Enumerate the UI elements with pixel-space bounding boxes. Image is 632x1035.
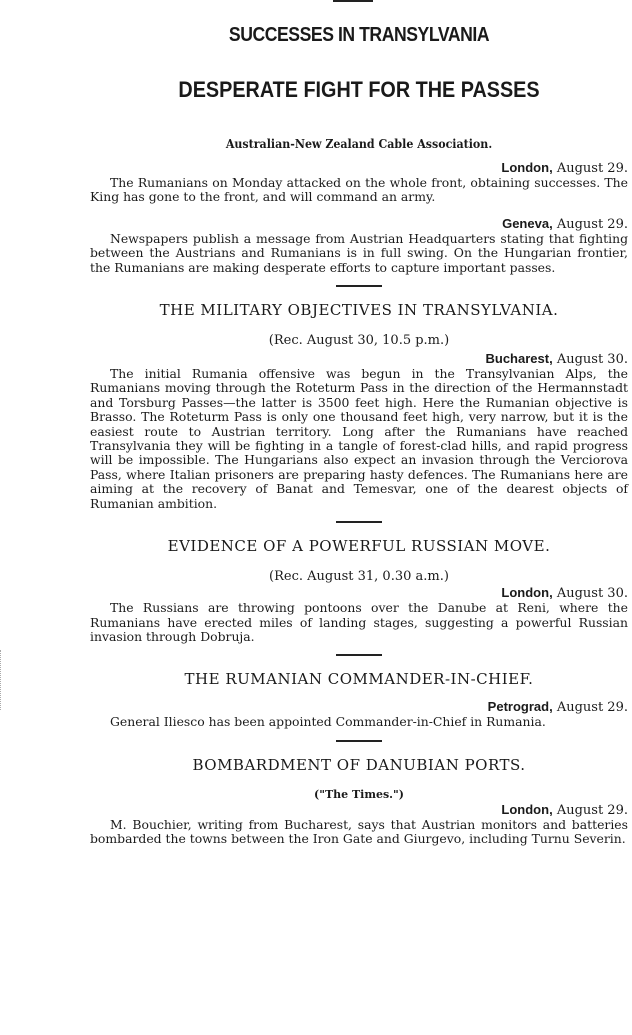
section-rule [336, 285, 382, 287]
news-agency: Australian-New Zealand Cable Association. [225, 137, 493, 151]
dateline-date: August 29. [556, 216, 628, 232]
dateline [90, 700, 628, 715]
dateline [90, 161, 628, 176]
dateline-date: August 29. [556, 802, 628, 818]
dispatch-text: The Rumanians on Monday attacked on the whole front, obtaining successes. The King has gone to the front, and will command an army. [90, 175, 628, 205]
dateline-date: August 30. [556, 352, 628, 368]
news-section [90, 301, 628, 511]
dateline-place: Petrograd, [487, 699, 553, 715]
dispatch-text: Newspapers publish a message from Austrian Headquarters stating that fighting between the Austrians and Rumanians is in full swing. On the Hungarian frontier, the Rumanians are making desperate efforts to capture important passes. [90, 230, 628, 275]
top-rule [333, 0, 373, 2]
dateline-place: London, [501, 801, 553, 817]
dateline-place: Bucharest, [485, 351, 553, 367]
dateline-date: August 29. [556, 161, 628, 176]
news-section [90, 756, 628, 847]
dateline-date: August 30. [556, 586, 628, 602]
section-rule [336, 654, 382, 656]
news-section [90, 670, 628, 729]
section-text: General Iliesco has been appointed Commander-in-Chief in Rumania. [110, 714, 546, 730]
section-heading: EVIDENCE OF A POWERFUL RUSSIAN MOVE. [167, 537, 551, 556]
dateline [90, 586, 628, 601]
received-note: (Rec. August 30, 10.5 p.m.) [268, 333, 450, 349]
sub-headline: DESPERATE FIGHT FOR THE PASSES [178, 77, 540, 102]
dateline [90, 803, 628, 818]
received-note: ("The Times.") [314, 787, 404, 801]
section-text: The initial Rumania offensive was begun in the Transylvanian Alps, the Rumanians moving through the Roteturm Pass in the direction of the Hermannstadt and Torsburg Passes—the latter is 3500 feet high. Here the Rumanian objective is Brasso. The Roteturm Pass is only one thousand feet high, very narrow, but it is the easiest route to Austrian territory. Long after the Rumanians have reached Transylvania they will be fighting in a tangle of forest-clad hills, and rapid progress will be impossible. The Hungarians also expect an invasion through the Verciorova Pass, where Italian prisoners are preparing hasty defences. The Rumanians here are aiming at the recovery of Banat and Temesvar, one of the dearest objects of Rumanian ambition. [90, 366, 628, 511]
dateline [90, 352, 628, 367]
section-text: M. Bouchier, writing from Bucharest, says that Austrian monitors and batteries bombarded the towns between the Iron Gate and Giurgevo, including Turnu Severin. [90, 816, 628, 847]
section-heading: BOMBARDMENT OF DANUBIAN PORTS. [192, 755, 526, 774]
news-section [90, 537, 628, 644]
dispatch [90, 217, 628, 275]
dateline [90, 217, 628, 232]
dateline-place: London, [501, 160, 553, 175]
section-heading: THE MILITARY OBJECTIVES IN TRANSYLVANIA. [159, 301, 559, 320]
dateline-date: August 29. [556, 700, 628, 716]
section-rule [336, 740, 382, 742]
dispatch [90, 161, 628, 205]
section-text: The Russians are throwing pontoons over the Danube at Reni, where the Rumanians have erected miles of landing stages, suggesting a powerful Russian invasion through Dobruja. [90, 600, 628, 644]
section-heading: THE RUMANIAN COMMANDER-IN-CHIEF. [184, 670, 534, 689]
received-note: (Rec. August 31, 0.30 a.m.) [269, 569, 449, 585]
main-headline: SUCCESSES IN TRANSYLVANIA [228, 24, 490, 46]
section-rule [336, 521, 382, 523]
left-margin-mark [0, 650, 31, 710]
dateline-place: London, [501, 585, 553, 601]
dateline-place: Geneva, [502, 215, 553, 231]
